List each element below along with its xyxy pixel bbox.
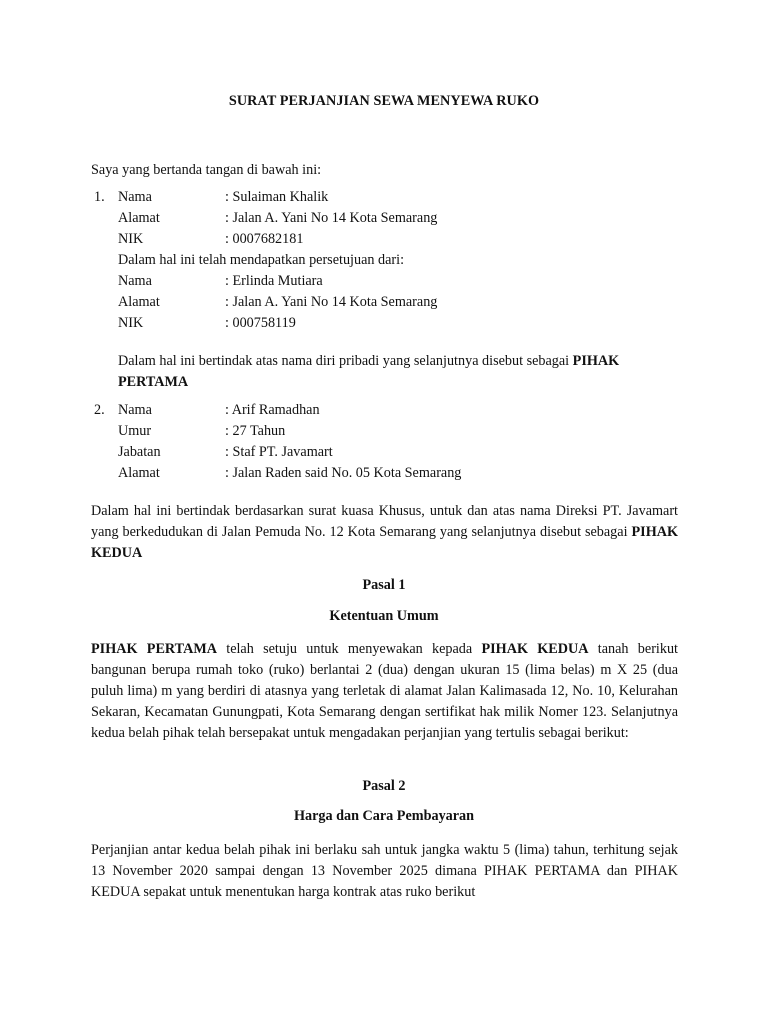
consent-row-nik (0, 313, 768, 334)
field-value: : 27 Tahun (225, 423, 286, 439)
party2-role-paragraph (91, 501, 678, 564)
pasal1-bold-start: PIHAK PERTAMA (91, 641, 217, 657)
party2-row-nama (0, 400, 768, 421)
field-label: Nama (118, 402, 152, 418)
party2-role-bold: PIHAK KEDUA (91, 524, 679, 561)
field-label: Alamat (118, 210, 160, 226)
pasal2-subheading: Harga dan Cara Pembayaran (293, 808, 475, 824)
consent-text-row (0, 250, 768, 271)
party1-role-text: Dalam hal ini bertindak atas nama diri pribadi yang selanjutnya disebut sebagai (118, 353, 570, 369)
field-value: : 000758119 (225, 315, 296, 331)
field-label: Nama (118, 273, 152, 289)
pasal1-heading: Pasal 1 (362, 577, 406, 593)
field-value: : Jalan Raden said No. 05 Kota Semarang (225, 465, 462, 481)
field-label: Umur (118, 423, 152, 439)
field-value: : Erlinda Mutiara (225, 273, 323, 289)
field-value: : Jalan A. Yani No 14 Kota Semarang (225, 294, 438, 310)
pasal2-heading: Pasal 2 (362, 778, 406, 794)
party2-row-umur (0, 421, 768, 442)
party2-number: 2. (94, 402, 105, 418)
field-label: Alamat (118, 294, 160, 310)
field-value: : Sulaiman Khalik (225, 189, 329, 205)
pasal1-subheading: Ketentuan Umum (329, 608, 439, 624)
pasal2-paragraph: Perjanjian antar kedua belah pihak ini berlaku sah untuk jangka waktu 5 (lima) tahun, terhitung sejak 13 November 2020 sampai dengan 13 November 2025 dimana PIHAK PERTAMA dan PIHAK KEDUA sepakat untuk menentukan harga kontrak atas ruko berikut (91, 842, 678, 900)
field-value: : Jalan A. Yani No 14 Kota Semarang (225, 210, 438, 226)
pasal1-text-a: telah setuju untuk menyewakan kepada (216, 641, 482, 657)
pasal1-bold-mid: PIHAK KEDUA (481, 641, 589, 657)
field-value: : Arif Ramadhan (225, 402, 320, 418)
document-title: SURAT PERJANJIAN SEWA MENYEWA RUKO (228, 93, 540, 109)
field-label: Alamat (118, 465, 160, 481)
party1-role-bold: PIHAK PERTAMA (118, 353, 620, 390)
intro-text: Saya yang bertanda tangan di bawah ini: (91, 162, 322, 178)
consent-row-nama (0, 271, 768, 292)
party1-row-nama (0, 187, 768, 208)
party1-number: 1. (94, 189, 105, 205)
party2-role-text: Dalam hal ini bertindak berdasarkan surat kuasa Khusus, untuk dan atas nama Direksi PT. Javamart yang berkedudukan di Jalan Pemuda No. 12 Kota Semarang yang selanjutnya disebut sebagai (91, 503, 678, 540)
party1-role-paragraph (118, 351, 678, 393)
party1-row-nik (0, 229, 768, 250)
party2-row-jabatan (0, 442, 768, 463)
field-value: : Staf PT. Javamart (225, 444, 333, 460)
field-value: : 0007682181 (225, 231, 304, 247)
consent-row-alamat (0, 292, 768, 313)
pasal1-paragraph (91, 639, 678, 744)
field-label: NIK (118, 315, 144, 331)
pasal1-text-b: tanah berikut bangunan berupa rumah toko (ruko) berlantai 2 (dua) dengan ukuran 15 (lima belas) m X 25 (dua puluh lima) m yang berdiri di atasnya yang terletak di alamat Jalan Kalimasada 12, No. 10, Kelurahan Sekaran, Kecamatan Gunungpati, Kota Semarang dengan sertifikat hak milik Nomer 123. Selanjutnya kedua belah pihak telah bersepakat untuk mengadakan perjanjian yang tertulis sebagai berikut: (91, 641, 678, 741)
field-label: Jabatan (118, 444, 161, 460)
field-label: Nama (118, 189, 152, 205)
field-label: NIK (118, 231, 144, 247)
consent-text: Dalam hal ini telah mendapatkan persetujuan dari: (118, 252, 405, 268)
party2-row-alamat (0, 463, 768, 484)
party1-row-alamat (0, 208, 768, 229)
